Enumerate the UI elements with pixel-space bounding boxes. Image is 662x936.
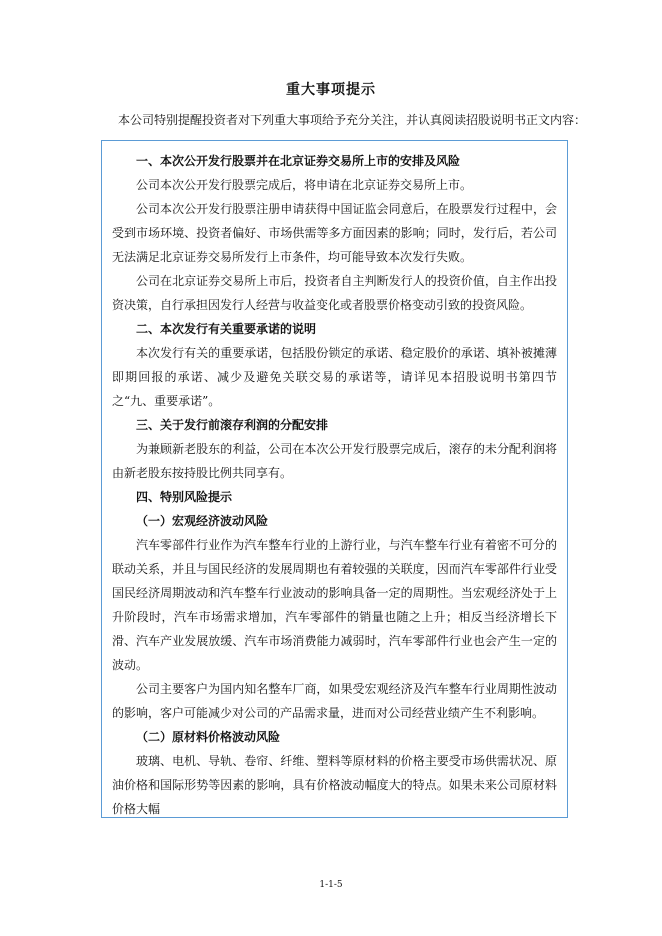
section-heading: 三、关于发行前滚存利润的分配安排 xyxy=(136,418,329,432)
paragraph: 公司本次公开发行股票注册申请获得中国证监会同意后，在股票发行过程中，会受到市场环境、投资者偏好、市场供需等多方面因素的影响；同时，发行后，若公司无法满足北京证券交易所发行上市条件，均可能导致本次发行失败。 xyxy=(112,202,557,264)
paragraph: 为兼顾新老股东的利益，公司在本次公开发行股票完成后，滚存的未分配利润将由新老股东按持股比例共同享有。 xyxy=(112,442,557,480)
intro-text: 本公司特别提醒投资者对下列重大事项给予充分关注，并认真阅读招股说明书正文内容： xyxy=(118,113,587,127)
section-heading: 一、本次公开发行股票并在北京证券交易所上市的安排及风险 xyxy=(136,154,461,168)
subsection-heading: （二）原材料价格波动风险 xyxy=(136,730,281,744)
paragraph: 公司在北京证券交易所上市后，投资者自主判断发行人的投资价值，自主作出投资决策，自行承担因发行人经营与收益变化或者股票价格变动引致的投资风险。 xyxy=(112,274,557,312)
section-heading: 二、本次发行有关重要承诺的说明 xyxy=(136,322,317,336)
section-heading: 四、特别风险提示 xyxy=(136,490,233,504)
page-title: 重大事项提示 xyxy=(286,82,376,98)
paragraph: 本次发行有关的重要承诺，包括股份锁定的承诺、稳定股价的承诺、填补被摊薄即期回报的承诺、减少及避免关联交易的承诺等，请详见本招股说明书第四节之“九、重要承诺”。 xyxy=(112,346,557,408)
paragraph: 公司本次公开发行股票完成后，将申请在北京证券交易所上市。 xyxy=(136,178,473,192)
page-number: 1-1-5 xyxy=(319,880,343,890)
paragraph: 玻璃、电机、导轨、卷帘、纤维、塑料等原材料的价格主要受市场供需状况、原油价格和国际形势等因素的影响，具有价格波动幅度大的特点。如果未来公司原材料价格大幅 xyxy=(112,754,557,816)
content-box xyxy=(101,140,568,818)
paragraph: 公司主要客户为国内知名整车厂商，如果受宏观经济及汽车整车行业周期性波动的影响，客户可能减少对公司的产品需求量，进而对公司经营业绩产生不利影响。 xyxy=(112,682,557,720)
paragraph: 汽车零部件行业作为汽车整车行业的上游行业，与汽车整车行业有着密不可分的联动关系，并且与国民经济的发展周期也有着较强的关联度，因而汽车零部件行业受国民经济周期波动和汽车整车行业波动的影响具备一定的周期性。当宏观经济处于上升阶段时，汽车市场需求增加，汽车零部件的销量也随之上升；相反当经济增长下滑、汽车产业发展放缓、汽车市场消费能力减弱时，汽车零部件行业也会产生一定的波动。 xyxy=(112,538,557,672)
subsection-heading: （一）宏观经济波动风险 xyxy=(136,514,269,528)
